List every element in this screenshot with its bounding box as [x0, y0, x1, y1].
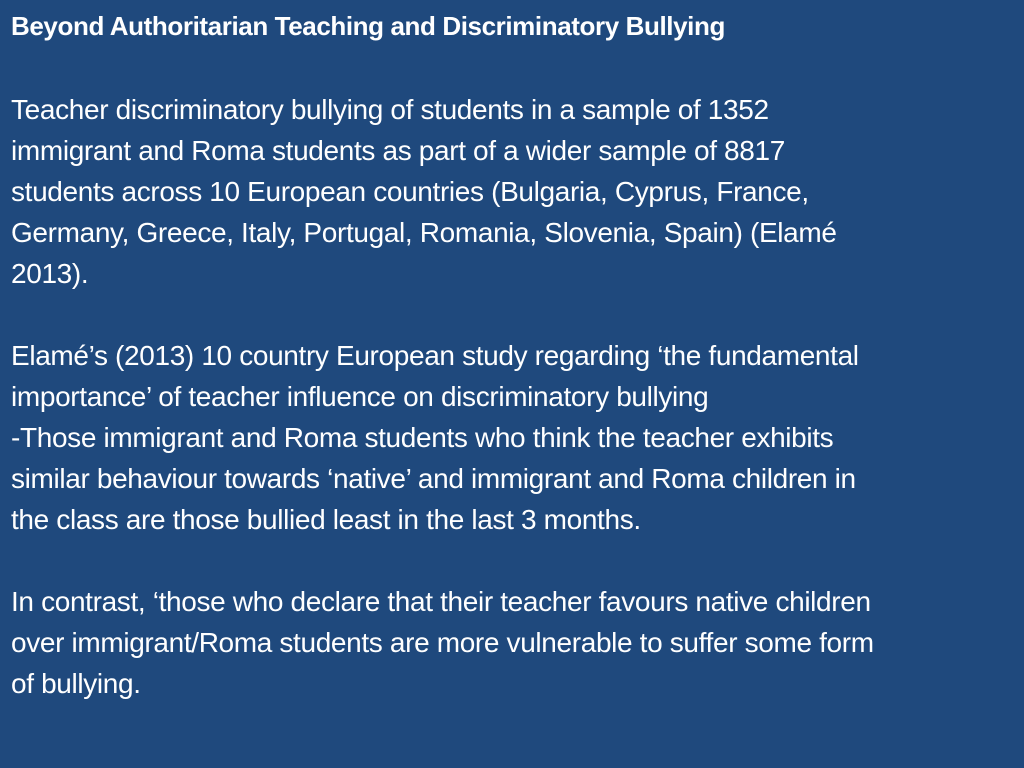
slide-title: Beyond Authoritarian Teaching and Discriminatory Bullying: [11, 11, 725, 41]
paragraph-line: students across 10 European countries (Bulgaria, Cyprus, France,: [11, 176, 809, 207]
paragraph-line: the class are those bullied least in the last 3 months.: [11, 504, 641, 535]
paragraph-study-sample: [11, 89, 1014, 294]
paragraph-line: -Those immigrant and Roma students who think the teacher exhibits: [11, 422, 834, 453]
paragraph-line: similar behaviour towards ‘native’ and immigrant and Roma children in: [11, 463, 856, 494]
paragraph-line: over immigrant/Roma students are more vulnerable to suffer some form: [11, 627, 874, 658]
paragraph-line: of bullying.: [11, 668, 141, 699]
paragraph-gap: [11, 540, 1014, 581]
paragraph-line: Germany, Greece, Italy, Portugal, Romania, Slovenia, Spain) (Elamé: [11, 217, 837, 248]
paragraph-contrast: [11, 581, 1014, 704]
paragraph-line: immigrant and Roma students as part of a wider sample of 8817: [11, 135, 785, 166]
paragraph-gap: [11, 294, 1014, 335]
paragraph-line: importance’ of teacher influence on discriminatory bullying: [11, 381, 709, 412]
paragraph-line: Teacher discriminatory bullying of students in a sample of 1352: [11, 94, 769, 125]
paragraph-line: 2013).: [11, 258, 89, 289]
paragraph-teacher-influence: [11, 335, 1014, 540]
title-spacer: [11, 44, 1014, 89]
paragraph-line: In contrast, ‘those who declare that their teacher favours native children: [11, 586, 871, 617]
paragraph-line: Elamé’s (2013) 10 country European study regarding ‘the fundamental: [11, 340, 859, 371]
